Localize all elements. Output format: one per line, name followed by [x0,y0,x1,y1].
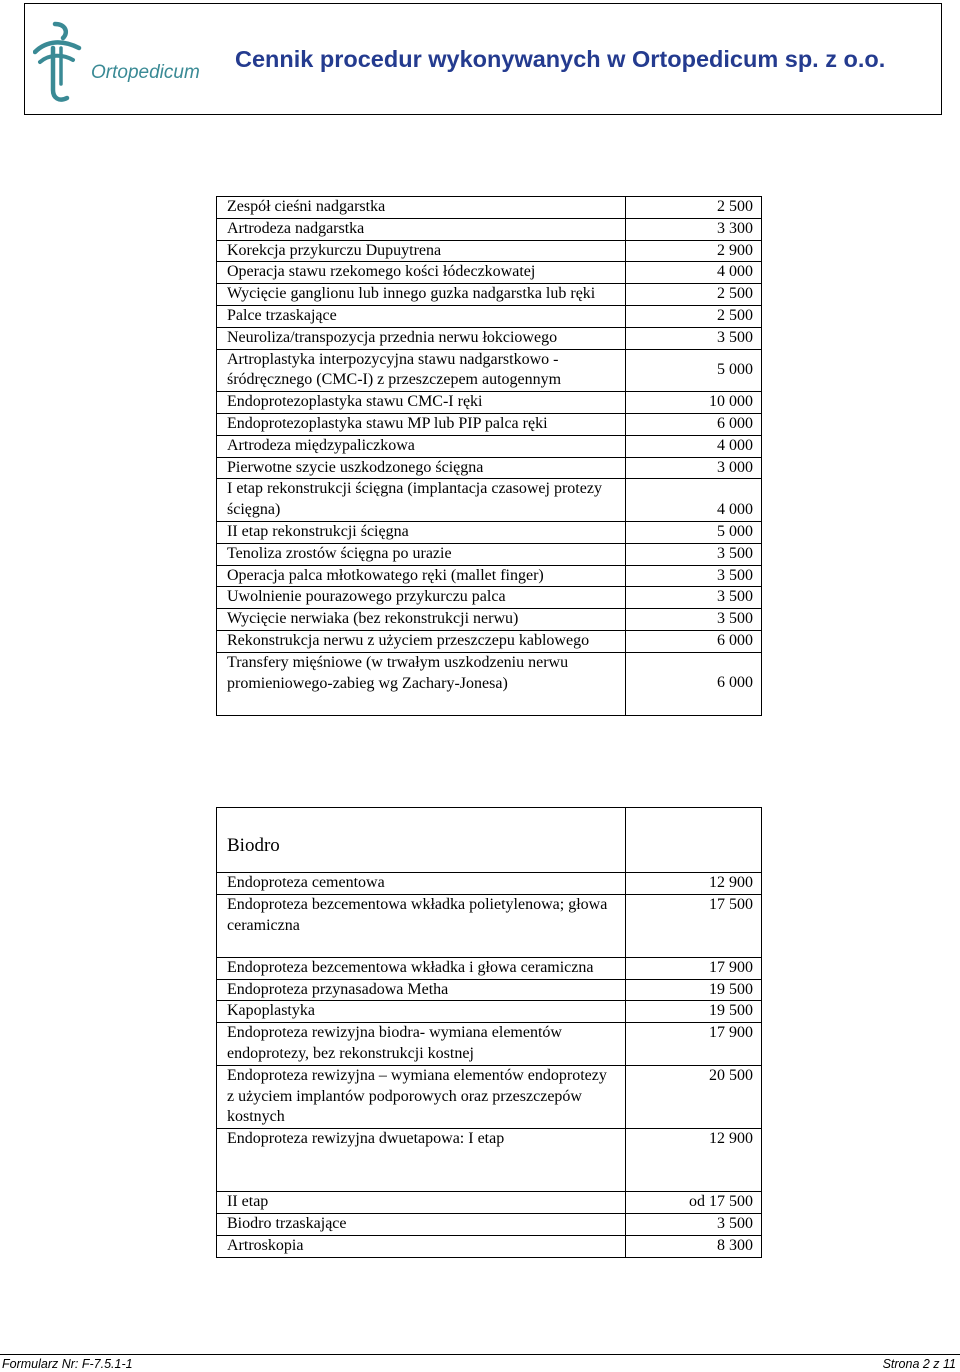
hip-procedures-table [216,807,762,1258]
procedure-name: Endoproteza cementowa [217,873,626,895]
procedure-name: Endoproteza bezcementowa wkładka i głowa ceramiczna [217,957,626,979]
table-row [217,1065,762,1128]
page-number: Strona 2 z 11 [882,1357,956,1371]
logo-mark-icon [33,18,93,108]
procedure-name: Endoproteza rewizyjna biodra- wymiana elementów endoprotezy, bez rekonstrukcji kostnej [217,1023,626,1066]
table-row [217,1235,762,1257]
table-row [217,979,762,1001]
procedure-price: 3 500 [626,609,762,631]
procedure-price: 3 500 [626,543,762,565]
procedure-name: Palce trzaskające [217,305,626,327]
procedure-name: Artrodeza nadgarstka [217,218,626,240]
procedure-price: od 17 500 [626,1192,762,1214]
procedure-price: 3 500 [626,327,762,349]
table-row [217,262,762,284]
procedure-price: 5 000 [626,349,762,392]
table-row [217,587,762,609]
page-header [24,3,942,115]
ortopedicum-logo [33,18,203,108]
table-row [217,218,762,240]
page-footer [0,1354,960,1372]
table-row [217,543,762,565]
procedure-name: Endoproteza rewizyjna – wymiana elementów endoprotezy z użyciem implantów podporowych oraz przeszczepów kostnych [217,1065,626,1128]
procedure-price: 2 500 [626,305,762,327]
procedure-name: Neuroliza/transpozycja przednia nerwu łokciowego [217,327,626,349]
procedure-price: 17 900 [626,957,762,979]
table-row [217,957,762,979]
page-title: Cennik procedur wykonywanych w Ortopedicum sp. z o.o. [235,46,886,72]
procedure-name: Uwolnienie pourazowego przykurczu palca [217,587,626,609]
empty-cell [626,808,762,873]
procedure-price: 2 500 [626,284,762,306]
table-row [217,284,762,306]
table-row [217,609,762,631]
procedure-price: 6 000 [626,413,762,435]
procedure-name: I etap rekonstrukcji ścięgna (implantacja czasowej protezy ścięgna) [217,479,626,522]
table-row [217,873,762,895]
procedure-price: 12 900 [626,873,762,895]
procedure-name: Zespół cieśni nadgarstka [217,197,626,219]
procedure-name: Biodro trzaskające [217,1213,626,1235]
procedure-name: II etap rekonstrukcji ścięgna [217,521,626,543]
procedure-name: Artroplastyka interpozycyjna stawu nadgarstkowo - śródręcznego (CMC-I) z przeszczepem autogennym [217,349,626,392]
procedure-name: Transfery mięśniowe (w trwałym uszkodzeniu nerwu promieniowego-zabieg wg Zachary-Jonesa) [217,652,626,715]
table-row [217,1129,762,1192]
procedure-name: Endoproteza rewizyjna dwuetapowa: I etap [217,1129,626,1192]
procedure-name: Endoproteza bezcementowa wkładka polietylenowa; głowa ceramiczna [217,894,626,957]
procedure-price: 3 500 [626,1213,762,1235]
procedure-name: Wycięcie nerwiaka (bez rekonstrukcji nerwu) [217,609,626,631]
procedure-name: Artrodeza międzypaliczkowa [217,435,626,457]
table-row [217,197,762,219]
procedure-price: 8 300 [626,1235,762,1257]
table-row [217,565,762,587]
procedure-price: 2 500 [626,197,762,219]
procedure-price: 3 500 [626,587,762,609]
table-row [217,894,762,957]
table-row [217,305,762,327]
procedure-name: Wycięcie ganglionu lub innego guzka nadgarstka lub ręki [217,284,626,306]
procedure-price: 4 000 [626,262,762,284]
procedure-name: Operacja palca młotkowatego ręki (mallet finger) [217,565,626,587]
table-row [217,457,762,479]
procedure-price: 5 000 [626,521,762,543]
procedure-price: 4 000 [626,479,762,522]
table-row [217,240,762,262]
procedure-name: Korekcja przykurczu Dupuytrena [217,240,626,262]
procedure-name: Endoprotezoplastyka stawu CMC-I ręki [217,392,626,414]
procedure-price: 12 900 [626,1129,762,1192]
logo-text: Ortopedicum [91,62,200,83]
procedure-price: 20 500 [626,1065,762,1128]
table-row [217,521,762,543]
procedure-price: 4 000 [626,435,762,457]
procedure-name: Artroskopia [217,1235,626,1257]
procedure-price: 19 500 [626,979,762,1001]
procedure-name: Endoprotezoplastyka stawu MP lub PIP palca ręki [217,413,626,435]
procedure-name: Tenoliza zrostów ścięgna po urazie [217,543,626,565]
procedure-name: Operacja stawu rzekomego kości łódeczkowatej [217,262,626,284]
table-row [217,1213,762,1235]
table-row [217,1023,762,1066]
table-row [217,327,762,349]
form-number: Formularz Nr: F-7.5.1-1 [2,1357,133,1371]
procedure-price: 3 500 [626,565,762,587]
procedure-name: Endoproteza przynasadowa Metha [217,979,626,1001]
procedure-name: Pierwotne szycie uszkodzonego ścięgna [217,457,626,479]
table-row [217,630,762,652]
procedure-price: 10 000 [626,392,762,414]
table-row [217,435,762,457]
section-title: Biodro [227,835,280,857]
table-row [217,1001,762,1023]
procedure-price: 17 500 [626,894,762,957]
section-header-row [217,808,762,873]
procedure-price: 19 500 [626,1001,762,1023]
table-row [217,413,762,435]
procedure-price: 6 000 [626,630,762,652]
procedure-price: 2 900 [626,240,762,262]
procedure-price: 3 300 [626,218,762,240]
procedure-name: II etap [217,1192,626,1214]
table-row [217,349,762,392]
table-row [217,1192,762,1214]
procedure-price: 6 000 [626,652,762,715]
table-row [217,652,762,715]
procedure-name: Kapoplastyka [217,1001,626,1023]
procedure-name: Rekonstrukcja nerwu z użyciem przeszczepu kablowego [217,630,626,652]
procedure-price: 17 900 [626,1023,762,1066]
table-row [217,479,762,522]
procedure-price: 3 000 [626,457,762,479]
table-row [217,392,762,414]
hand-procedures-table [216,196,762,716]
